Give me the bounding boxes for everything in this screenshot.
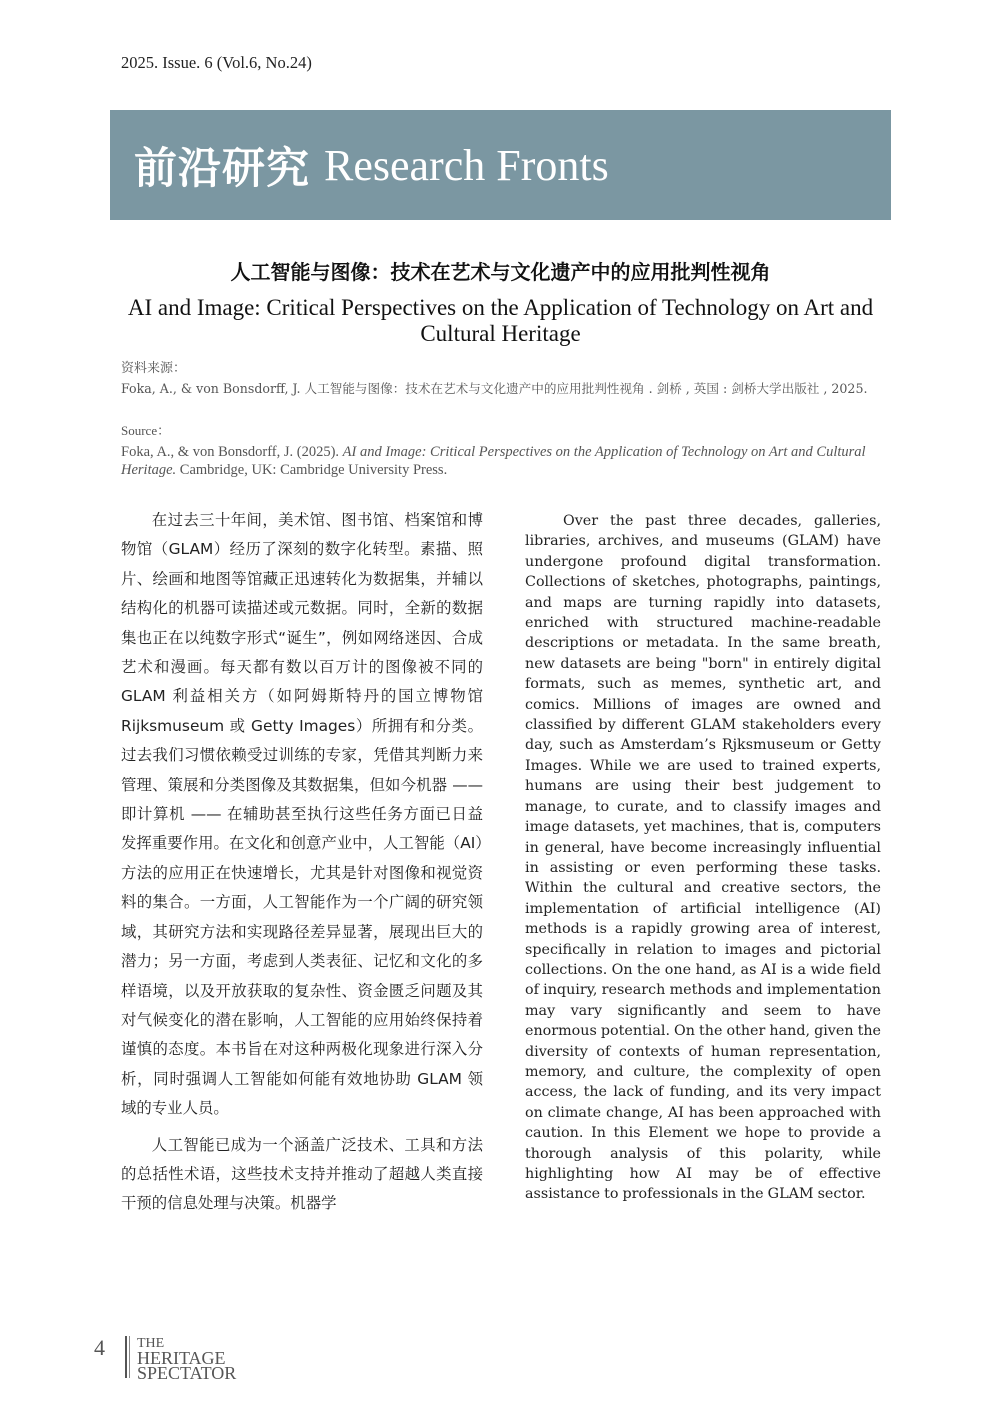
body-column-cn bbox=[121, 506, 483, 1219]
paragraph-cn-2: 人工智能已成为一个涵盖广泛技术、工具和方法的总括性术语，这些技术支持并推动了超越人类直接干预的信息处理与决策。机器学 bbox=[121, 1135, 483, 1213]
paragraph-en-1: Over the past three decades, galleries, libraries, archives, and museums (GLAM) have undergone profound digital transformation. Collections of sketches, photographs, paintings, and maps are turning rapidly into datasets, enriched with structured machine-readable descriptions or metadata. In the same breath, new datasets are being "born" in entirely digital formats, such as memes, synthetic art, and comics. Millions of images are owned and classified by different GLAM stakeholders every day, such as Amsterdam’s Rjksmuseum or Getty Images. While we are used to trained experts, humans are using their best judgement to manage, to curate, and to classify images and image datasets, yet machines, that is, computers in general, have become increasingly influential in assisting or even performing these tasks. Within the cultural and creative sectors, the implementation of artificial intelligence (AI) methods is a rapidly growing area of interest, specifically in relation to images and pictorial collections. On the one hand, as AI is a wide field of inquiry, research methods and implementation may vary significantly and seem to have enormous potential. On the other hand, given the diversity of contexts of human representation, memory, and culture, the complexity of open access, the lack of funding, and its very impact on climate change, AI has been approached with caution. In this Element we hope to provide a thorough analysis of this polarity, while highlighting how AI may be of effective assistance to professionals in the GLAM sector. bbox=[525, 513, 881, 1203]
article-title-cn: 人工智能与图像：技术在艺术与文化遗产中的应用批判性视角 bbox=[230, 260, 771, 284]
citation-publisher: Cambridge, UK: Cambridge University Press. bbox=[176, 462, 448, 478]
magazine-logo bbox=[137, 1336, 236, 1381]
source-label-en: Source： bbox=[121, 423, 171, 438]
section-banner bbox=[110, 110, 891, 220]
article-title-en: AI and Image: Critical Perspectives on the Application of Technology on Art and Cultural Heritage bbox=[127, 295, 874, 346]
citation-title: AI and Image: Critical Perspectives on the Application of Technology on Art and Cultural Heritage. bbox=[121, 444, 866, 478]
source-label-cn: 资料来源： bbox=[121, 360, 187, 375]
body-column-en bbox=[525, 511, 881, 1205]
citation-authors: Foka, A., & von Bonsdorff, J. (2025). bbox=[121, 444, 343, 460]
logo-line-3: SPECTATOR bbox=[137, 1363, 237, 1383]
logo-line-1: THE bbox=[137, 1336, 165, 1351]
logo-line-2: HERITAGE bbox=[137, 1348, 226, 1368]
footer-divider-thin bbox=[129, 1336, 130, 1378]
paragraph-cn-1: 在过去三十年间，美术馆、图书馆、档案馆和博物馆（GLAM）经历了深刻的数字化转型。素描、照片、绘画和地图等馆藏正迅速转化为数据集，并辅以结构化的机器可读描述或元数据。同时，全新的数据集也正在以纯数字形式“诞生”，例如网络迷因、合成艺术和漫画。每天都有数以百万计的图像被不同的 GLAM 利益相关方（如阿姆斯特丹的国立博物馆 Rijksmuseum 或 Getty Images）所拥有和分类。过去我们习惯依赖受过训练的专家，凭借其判断力来管理、策展和分类图像及其数据集，但如今机器 —— 即计算机 —— 在辅助甚至执行这些任务方面已日益发挥重要作用。在文化和创意产业中，人工智能（AI）方法的应用正在快速增长，尤其是针对图像和视觉资料的集合。一方面，人工智能作为一个广阔的研究领域，其研究方法和实现路径差异显著，展现出巨大的潜力；另一方面，考虑到人类表征、记忆和文化的多样语境，以及开放获取的复杂性、资金匮乏问题及其对气候变化的潜在影响，人工智能的应用始终保持着谨慎的态度。本书旨在对这种两极化现象进行深入分析，同时强调人工智能如何能有效地协助 GLAM 领域的专业人员。 bbox=[121, 511, 483, 1118]
source-citation-en bbox=[121, 443, 881, 479]
footer-divider bbox=[125, 1336, 127, 1378]
section-title-en: Research Fronts bbox=[324, 140, 609, 190]
issue-info: 2025. Issue. 6 (Vol.6, No.24) bbox=[121, 53, 312, 72]
section-title-cn: 前沿研究 bbox=[134, 143, 310, 194]
source-citation-cn: Foka, A., & von Bonsdorff, J. 人工智能与图像：技术在艺术与文化遗产中的应用批判性视角 . 剑桥 , 英国 : 剑桥大学出版社 , 2025. bbox=[121, 381, 868, 396]
page-number: 4 bbox=[94, 1335, 105, 1360]
